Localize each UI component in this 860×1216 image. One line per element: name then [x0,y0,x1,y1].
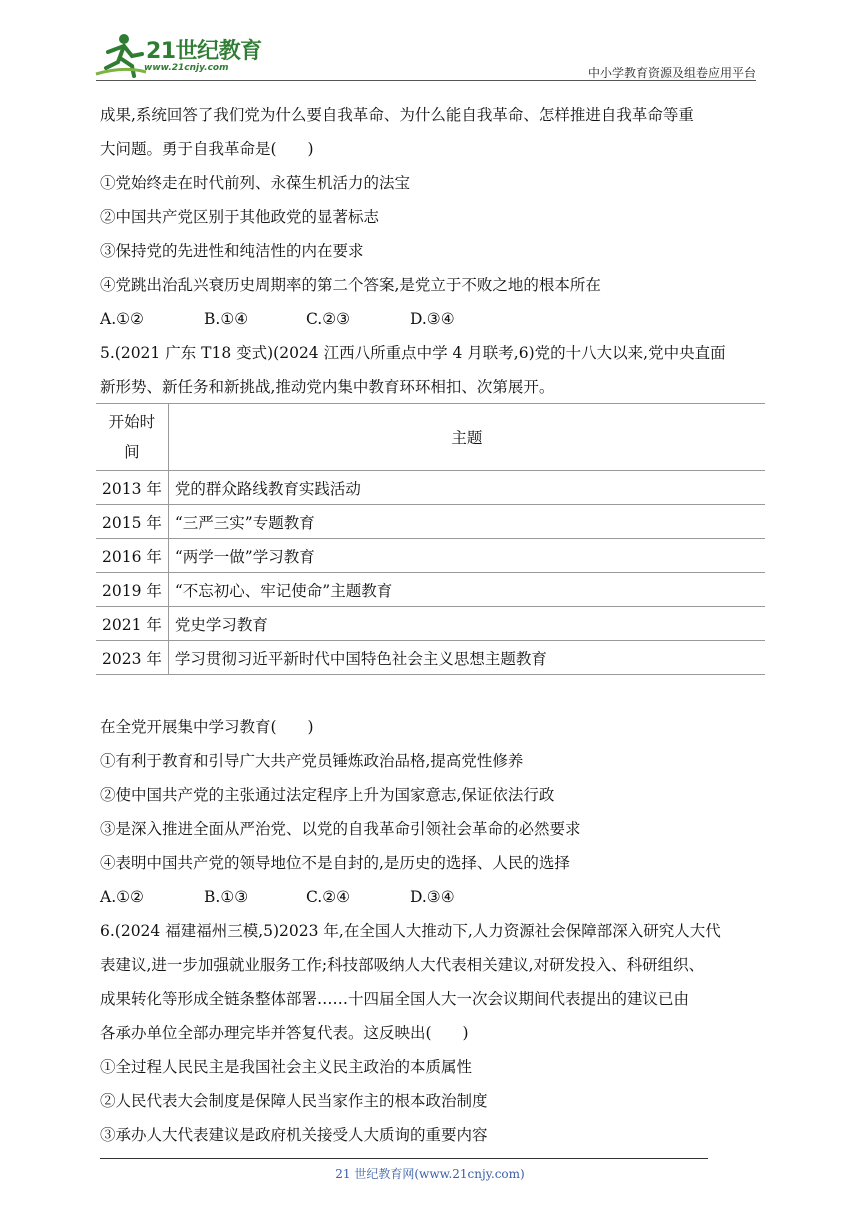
question-4 [100,98,768,404]
table-cell-year: 2021 年 [96,607,168,641]
answer-options [100,302,768,336]
table-cell-year: 2023 年 [96,641,168,675]
table-cell-topic: 学习贯彻习近平新时代中国特色社会主义思想主题教育 [168,641,765,675]
table-row [96,505,765,539]
option-a: A.①② [100,310,144,328]
table-header-row [96,404,765,471]
question-text: 成果,系统回答了我们党为什么要自我革命、为什么能自我革命、怎样推进自我革命等重 [100,106,694,124]
platform-name: 中小学教育资源及组卷应用平台 [587,66,756,80]
footer-link[interactable]: 21 世纪教育网(www.21cnjy.com) [335,1167,525,1181]
table-row [96,471,765,505]
statement-item: ②中国共产党区别于其他政党的显著标志 [100,208,380,226]
table-cell-topic: “不忘初心、牢记使命”主题教育 [168,573,765,607]
statement-item: ④党跳出治乱兴衰历史周期率的第二个答案,是党立于不败之地的根本所在 [100,276,601,294]
header-divider [96,80,756,81]
table-header-year: 开始时 间 [96,404,168,471]
footer-divider [100,1158,708,1159]
table-cell-year: 2016 年 [96,539,168,573]
statement-item: ③是深入推进全面从严治党、以党的自我革命引领社会革命的必然要求 [100,820,581,838]
question-text: 6.(2024 福建福州三模,5)2023 年,在全国人大推动下,人力资源社会保障部深入研究人大代 [100,922,721,940]
statement-item: ①有利于教育和引导广大共产党员锤炼政治品格,提高党性修养 [100,752,524,770]
table-row [96,607,765,641]
table-cell-topic: 党的群众路线教育实践活动 [168,471,765,505]
question-text: 新形势、新任务和新挑战,推动党内集中教育环环相扣、次第展开。 [100,378,555,396]
option-d: D.③④ [410,888,455,906]
table-row [96,539,765,573]
logo-url: www.21cnjy.com [144,63,229,73]
logo-text: 21世纪教育 [146,39,262,64]
table-cell-topic: “三严三实”专题教育 [168,505,765,539]
question-text: 5.(2021 广东 T18 变式)(2024 江西八所重点中学 4 月联考,6)党的十八大以来,党中央直面 [100,344,726,362]
option-c: C.②④ [306,888,351,906]
table-header-topic: 主题 [168,404,765,471]
option-b: B.①③ [204,888,249,906]
question-text: 各承办单位全部办理完毕并答复代表。这反映出( ) [100,1024,469,1042]
education-table [96,403,765,675]
question-text: 成果转化等形成全链条整体部署……十四届全国人大一次会议期间代表提出的建议已由 [100,990,690,1008]
option-a: A.①② [100,888,144,906]
option-d: D.③④ [410,310,455,328]
question-5-and-6 [100,710,768,1152]
table-cell-topic: “两学一做”学习教育 [168,539,765,573]
statement-item: ③保持党的先进性和纯洁性的内在要求 [100,242,364,260]
statement-item: ③承办人大代表建议是政府机关接受人大质询的重要内容 [100,1126,488,1144]
question-text: 表建议,进一步加强就业服务工作;科技部吸纳人大代表相关建议,对研发投入、科研组织、 [100,956,705,974]
option-b: B.①④ [204,310,249,328]
statement-item: ①全过程人民民主是我国社会主义民主政治的本质属性 [100,1058,473,1076]
answer-options [100,880,768,914]
table-cell-year: 2013 年 [96,471,168,505]
option-c: C.②③ [306,310,351,328]
statement-item: ②人民代表大会制度是保障人民当家作主的根本政治制度 [100,1092,488,1110]
question-text: 大问题。勇于自我革命是( ) [100,140,314,158]
table-cell-topic: 党史学习教育 [168,607,765,641]
question-stem: 在全党开展集中学习教育( ) [100,718,314,736]
table-cell-year: 2015 年 [96,505,168,539]
table-row [96,573,765,607]
statement-item: ①党始终走在时代前列、永葆生机活力的法宝 [100,174,411,192]
table-cell-year: 2019 年 [96,573,168,607]
statement-item: ④表明中国共产党的领导地位不是自封的,是历史的选择、人民的选择 [100,854,570,872]
statement-item: ②使中国共产党的主张通过法定程序上升为国家意志,保证依法行政 [100,786,555,804]
table-row [96,641,765,675]
page-header [0,0,860,90]
